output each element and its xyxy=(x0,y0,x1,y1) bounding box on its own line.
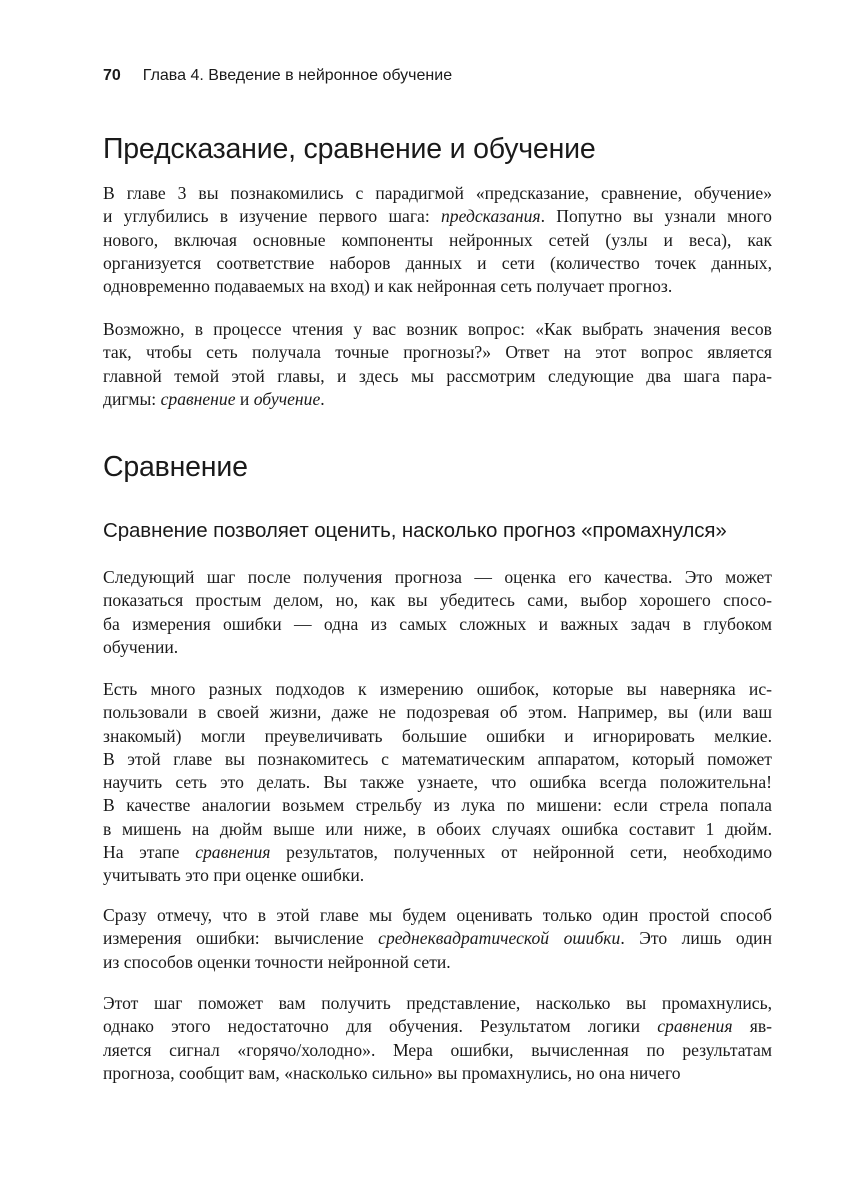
paragraph-intro xyxy=(103,182,772,298)
paragraph-next-step xyxy=(103,566,772,659)
running-header xyxy=(103,67,452,85)
text-line: научить сеть это делать. Вы также узнаете, что ошибка всегда положительна! xyxy=(103,772,772,793)
text-line: Возможно, в процессе чтения у вас возник вопрос: «Как выбрать значения весов xyxy=(103,319,772,339)
text-line: главной темой этой главы, и здесь мы рассмотрим следующие два шага пара- xyxy=(103,365,772,386)
text-line: Этот шаг поможет вам получить представление, насколько вы промахнулись, xyxy=(103,993,772,1013)
text-line: и углубились в изучение первого шага: предсказания. Попутно вы узнали много xyxy=(103,206,772,227)
text-line: прогноза, сообщит вам, «насколько сильно» вы промахнулись, но она ничего xyxy=(103,1062,681,1083)
paragraph-question xyxy=(103,318,772,411)
text-line: нового, включая основные компоненты нейронных сетей (узлы и веса), как xyxy=(103,229,772,250)
text-line: в мишень на дюйм выше или ниже, в обоих случаях ошибка составит 1 дюйм. xyxy=(103,818,772,839)
chapter-title: Глава 4. Введение в нейронное обучение xyxy=(142,67,453,84)
emphasis-term: сравнения xyxy=(657,1016,733,1037)
text-line: из способов оценки точности нейронной сети. xyxy=(103,951,451,972)
text-line: На этапе сравнения результатов, полученных от нейронной сети, необходимо xyxy=(103,842,772,863)
text-line: так, чтобы сеть получала точные прогнозы?» Ответ на этот вопрос является xyxy=(103,342,772,363)
text-line: обучении. xyxy=(103,636,179,657)
text-line: измерения ошибки: вычисление среднеквадратической ошибки. Это лишь один xyxy=(103,928,772,949)
text-line: показаться простым делом, но, как вы убедитесь сами, выбор хорошего спосо- xyxy=(103,590,772,611)
emphasis-term: обучение xyxy=(253,388,321,409)
paragraph-mse xyxy=(103,904,772,974)
page-number: 70 xyxy=(103,67,121,84)
emphasis-term: сравнение xyxy=(160,388,236,409)
text-line: однако этого недостаточно для обучения. Результатом логики сравнения яв- xyxy=(103,1016,772,1037)
text-line: ляется сигнал «горячо/холодно». Мера ошибки, вычисленная по результатам xyxy=(103,1039,772,1060)
paragraph-hot-cold xyxy=(103,992,772,1085)
text-line: дигмы: сравнение и обучение. xyxy=(103,388,325,409)
text-line: Следующий шаг после получения прогноза — оценка его качества. Это может xyxy=(103,567,772,587)
text-line: знакомый) могли преувеличивать большие ошибки и игнорировать мелкие. xyxy=(103,725,772,746)
section-heading-prediction: Предсказание, сравнение и обучение xyxy=(103,133,596,165)
text-line: В главе 3 вы познакомились с парадигмой «предсказание, сравнение, обучение» xyxy=(103,183,772,203)
text-line: одновременно подаваемых на вход) и как нейронная сеть получает прогноз. xyxy=(103,276,673,297)
text-line: В качестве аналогии возьмем стрельбу из лука по мишени: если стрела попала xyxy=(103,795,772,816)
emphasis-term: сравнения xyxy=(195,842,271,863)
text-line: пользовали в своей жизни, даже не подозревая об этом. Например, вы (или ваш xyxy=(103,702,772,723)
text-line: ба измерения ошибки — одна из самых сложных и важных задач в глубоком xyxy=(103,613,772,634)
emphasis-term: среднеквадратической ошибки xyxy=(378,928,621,949)
emphasis-term: предсказания xyxy=(440,206,541,227)
text-line: учитывать это при оценке ошибки. xyxy=(103,865,365,886)
text-line: Есть много разных подходов к измерению ошибок, которые вы наверняка ис- xyxy=(103,679,772,699)
paragraph-error-approaches xyxy=(103,678,772,888)
text-line: Сразу отмечу, что в этой главе мы будем оценивать только один простой способ xyxy=(103,905,772,925)
subsection-heading: Сравнение позволяет оценить, насколько прогноз «промахнулся» xyxy=(103,519,727,542)
section-heading-comparison: Сравнение xyxy=(103,451,248,483)
text-line: организуется соответствие наборов данных и сети (количество точек данных, xyxy=(103,252,772,273)
text-line: В этой главе вы познакомитесь с математическим аппаратом, который поможет xyxy=(103,748,772,769)
